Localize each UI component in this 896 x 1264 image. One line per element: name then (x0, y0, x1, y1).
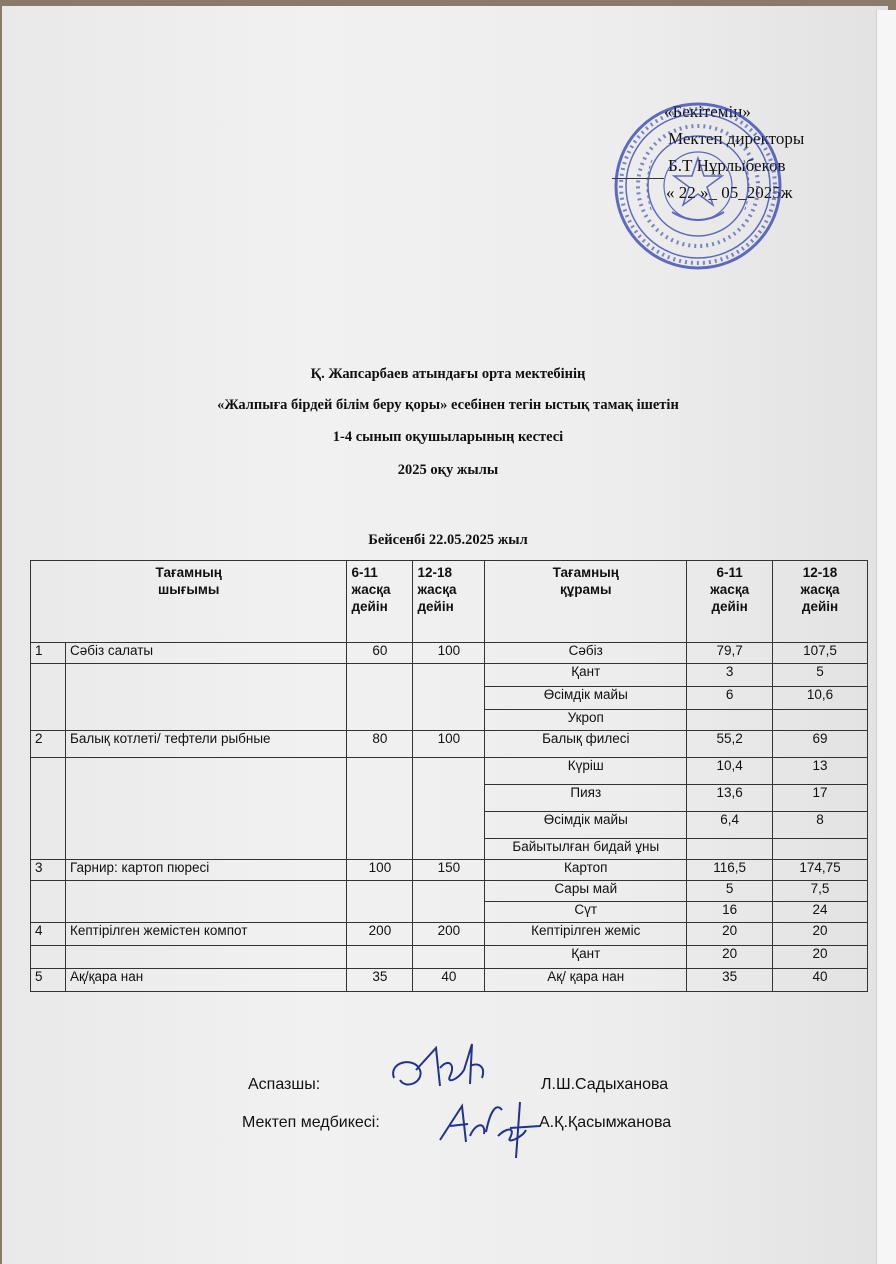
ingredient-amount-6-11: 5 (687, 881, 773, 902)
ingredient-amount-12-18: 24 (773, 902, 868, 923)
nurse-signature (436, 1092, 546, 1160)
title-line-4: 2025 оқу жылы (397, 462, 499, 478)
ingredient-amount-6-11: 55,2 (687, 731, 773, 758)
dish-amount-6-11: 80 (347, 731, 413, 758)
ingredient-amount-12-18: 20 (773, 923, 868, 946)
row-number: 3 (31, 860, 66, 881)
empty-cell (413, 946, 485, 969)
ingredient-amount-6-11: 3 (687, 664, 773, 687)
ingredient-amount-12-18: 5 (773, 664, 868, 687)
ingredient-amount-12-18 (773, 710, 868, 731)
table-row (31, 860, 868, 881)
empty-cell (31, 758, 66, 860)
ingredient-amount-6-11: 16 (687, 902, 773, 923)
dish-amount-12-18: 150 (413, 860, 485, 881)
ingredient-amount-12-18: 17 (773, 785, 868, 812)
ingredient-name: Укроп (485, 710, 687, 731)
header-age-6-11: 6-11 жасқа дейін (347, 561, 413, 643)
row-number: 4 (31, 923, 66, 946)
ingredient-name: Қант (485, 664, 687, 687)
dish-name: Балық котлеті/ тефтели рыбные (65, 731, 347, 758)
title-line-3: 1-4 сынып оқушыларының кестесі (332, 429, 564, 445)
ingredient-amount-6-11: 6,4 (687, 812, 773, 839)
ingredient-amount-12-18: 107,5 (773, 643, 868, 664)
header-age-12-18: 12-18 жасқа дейін (413, 561, 485, 643)
ingredient-amount-6-11: 13,6 (687, 785, 773, 812)
cook-name: Л.Ш.Садыханова (541, 1076, 669, 1093)
ingredient-name: Балық филесі (485, 731, 687, 758)
date-heading: Бейсенбі 22.05.2025 жыл (368, 532, 528, 548)
table-row (31, 969, 868, 992)
table-row (31, 923, 868, 946)
row-number: 2 (31, 731, 66, 758)
ingredient-name: Ақ/ қара нан (485, 969, 687, 992)
empty-cell (65, 946, 347, 969)
ingredient-name: Пияз (485, 785, 687, 812)
ingredient-amount-12-18: 10,6 (773, 687, 868, 710)
empty-cell (65, 881, 347, 923)
ingredient-amount-12-18: 69 (773, 731, 868, 758)
ingredient-amount-6-11: 20 (687, 923, 773, 946)
ingredient-amount-12-18: 13 (773, 758, 868, 785)
ingredient-amount-12-18: 8 (773, 812, 868, 839)
row-number: 1 (31, 643, 66, 664)
empty-cell (347, 946, 413, 969)
empty-cell (413, 881, 485, 923)
ingredient-amount-6-11 (687, 839, 773, 860)
dish-name: Сәбіз салаты (65, 643, 347, 664)
table-row (31, 643, 868, 664)
ingredient-amount-6-11: 20 (687, 946, 773, 969)
ingredient-amount-6-11: 116,5 (687, 860, 773, 881)
header-dish-output: Тағамның шығымы (31, 561, 347, 643)
ingredient-name: Сәбіз (485, 643, 687, 664)
ingredient-amount-6-11 (687, 710, 773, 731)
nurse-label: Мектеп медбикесі: (242, 1114, 380, 1131)
ingredient-amount-12-18 (773, 839, 868, 860)
ingredient-name: Өсімдік майы (485, 687, 687, 710)
menu-table-body (31, 643, 868, 992)
dish-amount-12-18: 200 (413, 923, 485, 946)
dish-amount-6-11: 35 (347, 969, 413, 992)
dish-name: Гарнир: картоп пюресі (65, 860, 347, 881)
ingredient-amount-12-18: 40 (773, 969, 868, 992)
empty-cell (31, 946, 66, 969)
title-line-2: «Жалпыға бірдей білім беру қоры» есебінен тегін ыстық тамақ ішетін (217, 397, 679, 413)
ingredient-amount-6-11: 10,4 (687, 758, 773, 785)
table-row (31, 664, 868, 687)
dish-amount-12-18: 100 (413, 731, 485, 758)
ingredient-amount-12-18: 7,5 (773, 881, 868, 902)
empty-cell (65, 758, 347, 860)
ingredient-amount-6-11: 79,7 (687, 643, 773, 664)
dish-amount-6-11: 200 (347, 923, 413, 946)
empty-cell (65, 664, 347, 731)
approval-line-1: «Бекітемін» (664, 102, 751, 121)
ingredient-name: Сүт (485, 902, 687, 923)
dish-amount-6-11: 100 (347, 860, 413, 881)
empty-cell (31, 881, 66, 923)
next-page-edge (876, 10, 896, 1264)
row-number: 5 (31, 969, 66, 992)
ingredient-name: Күріш (485, 758, 687, 785)
ingredient-name: Картоп (485, 860, 687, 881)
ingredient-amount-12-18: 20 (773, 946, 868, 969)
dish-name: Кептірілген жемістен компот (65, 923, 347, 946)
director-name: Б.Т Нұрлыбеков (668, 156, 786, 175)
empty-cell (347, 881, 413, 923)
dish-amount-12-18: 100 (413, 643, 485, 664)
table-row (31, 946, 868, 969)
empty-cell (347, 758, 413, 860)
ingredient-name: Байытылған бидай ұны (485, 839, 687, 860)
cook-label: Аспазшы: (248, 1076, 321, 1093)
empty-cell (31, 664, 66, 731)
ingredient-name: Өсімдік майы (485, 812, 687, 839)
empty-cell (413, 664, 485, 731)
empty-cell (413, 758, 485, 860)
header-age-6-11-b: 6-11 жасқа дейін (687, 561, 773, 643)
dish-name: Ақ/қара нан (65, 969, 347, 992)
ingredient-name: Сары май (485, 881, 687, 902)
ingredient-amount-12-18: 174,75 (773, 860, 868, 881)
ingredient-amount-6-11: 6 (687, 687, 773, 710)
approval-line-4: « 22 »_ 05_2025ж (666, 183, 793, 202)
dish-amount-12-18: 40 (413, 969, 485, 992)
official-stamp (612, 100, 784, 272)
table-row (31, 731, 868, 758)
ingredient-name: Кептірілген жеміс (485, 923, 687, 946)
ingredient-amount-6-11: 35 (687, 969, 773, 992)
table-row (31, 758, 868, 785)
cook-signature (386, 1040, 496, 1100)
menu-table (30, 560, 868, 992)
dish-amount-6-11: 60 (347, 643, 413, 664)
header-age-12-18-b: 12-18 жасқа дейін (773, 561, 868, 643)
approval-line-2: Мектеп директоры (668, 129, 805, 148)
table-row (31, 881, 868, 902)
header-composition: Тағамның құрамы (485, 561, 687, 643)
empty-cell (347, 664, 413, 731)
title-line-1: Қ. Жапсарбаев атындағы орта мектебінің (310, 366, 586, 382)
nurse-name: А.Қ.Қасымжанова (539, 1114, 672, 1131)
ingredient-name: Қант (485, 946, 687, 969)
